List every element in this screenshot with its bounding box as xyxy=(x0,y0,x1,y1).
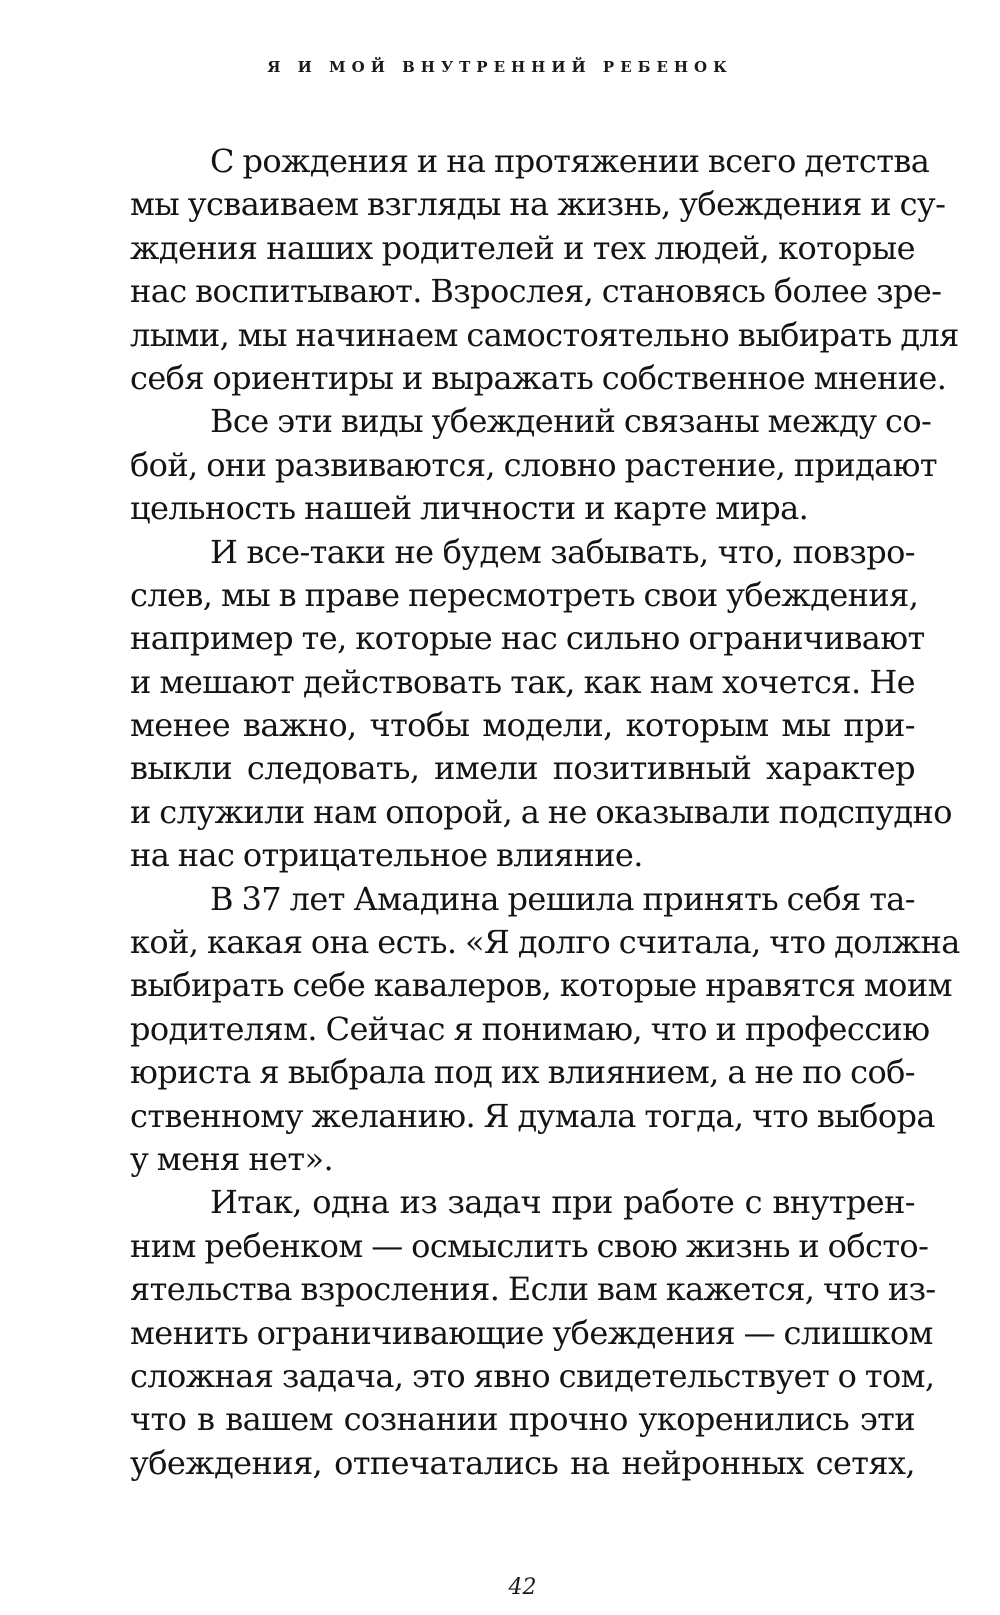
text-line: слев, мы в праве пересмотреть свои убеждения, xyxy=(130,575,919,614)
body-text xyxy=(130,140,960,1485)
text-line: Итак, одна из задач при работе с внутрен- xyxy=(210,1183,915,1222)
text-line: В 37 лет Амадина решила принять себя та- xyxy=(210,879,915,918)
text-line: ственному желанию. Я думала тогда, что выбора xyxy=(130,1096,935,1135)
running-header-title: Я И МОЙ ВНУТРЕННИЙ РЕБЕНОК xyxy=(267,58,733,76)
text-line: например те, которые нас сильно ограничивают xyxy=(130,619,925,658)
text-line: ятельства взросления. Если вам кажется, что из- xyxy=(130,1270,936,1309)
text-line: мы усваиваем взгляды на жизнь, убеждения и су- xyxy=(130,185,946,224)
text-line: юриста я выбрала под их влиянием, а не по соб- xyxy=(130,1053,915,1092)
text-line: что в вашем сознании прочно укоренились эти xyxy=(130,1400,915,1439)
text-line: ним ребенком — осмыслить свою жизнь и обсто- xyxy=(130,1226,929,1265)
text-line: на нас отрицательное влияние. xyxy=(130,836,643,875)
text-line: у меня нет». xyxy=(130,1139,334,1178)
text-line: бой, они развиваются, словно растение, придают xyxy=(130,445,938,484)
text-line: лыми, мы начинаем самостоятельно выбирать для xyxy=(130,315,959,354)
text-line: выбирать себе кавалеров, которые нравятся моим xyxy=(130,966,952,1005)
text-line: И все-таки не будем забывать, что, повзро- xyxy=(210,532,915,571)
text-line: и мешают действовать так, как нам хочется. Не xyxy=(130,662,915,701)
text-line: цельность нашей личности и карте мира. xyxy=(130,489,809,528)
text-line: менее важно, чтобы модели, которым мы при- xyxy=(130,706,915,745)
text-line: Все эти виды убеждений связаны между со- xyxy=(210,402,932,441)
text-line: выкли следовать, имели позитивный характер xyxy=(130,749,915,788)
text-line: родителям. Сейчас я понимаю, что и профессию xyxy=(130,1009,930,1048)
text-line: сложная задача, это явно свидетельствует о том, xyxy=(130,1356,935,1395)
text-line: С рождения и на протяжении всего детства xyxy=(210,142,930,180)
text-line: ждения наших родителей и тех людей, которые xyxy=(130,228,915,267)
text-line: нас воспитывают. Взрослея, становясь более зре- xyxy=(130,272,942,311)
text-line: кой, какая она есть. «Я долго считала, что должна xyxy=(130,923,960,962)
text-line: и служили нам опорой, а не оказывали подспудно xyxy=(130,792,952,831)
text-line: себя ориентиры и выражать собственное мнение. xyxy=(130,358,947,397)
text-line: менить ограничивающие убеждения — слишком xyxy=(130,1313,933,1352)
page-number: 42 xyxy=(508,1575,537,1600)
text-line: убеждения, отпечатались на нейронных сетях, xyxy=(130,1443,915,1482)
